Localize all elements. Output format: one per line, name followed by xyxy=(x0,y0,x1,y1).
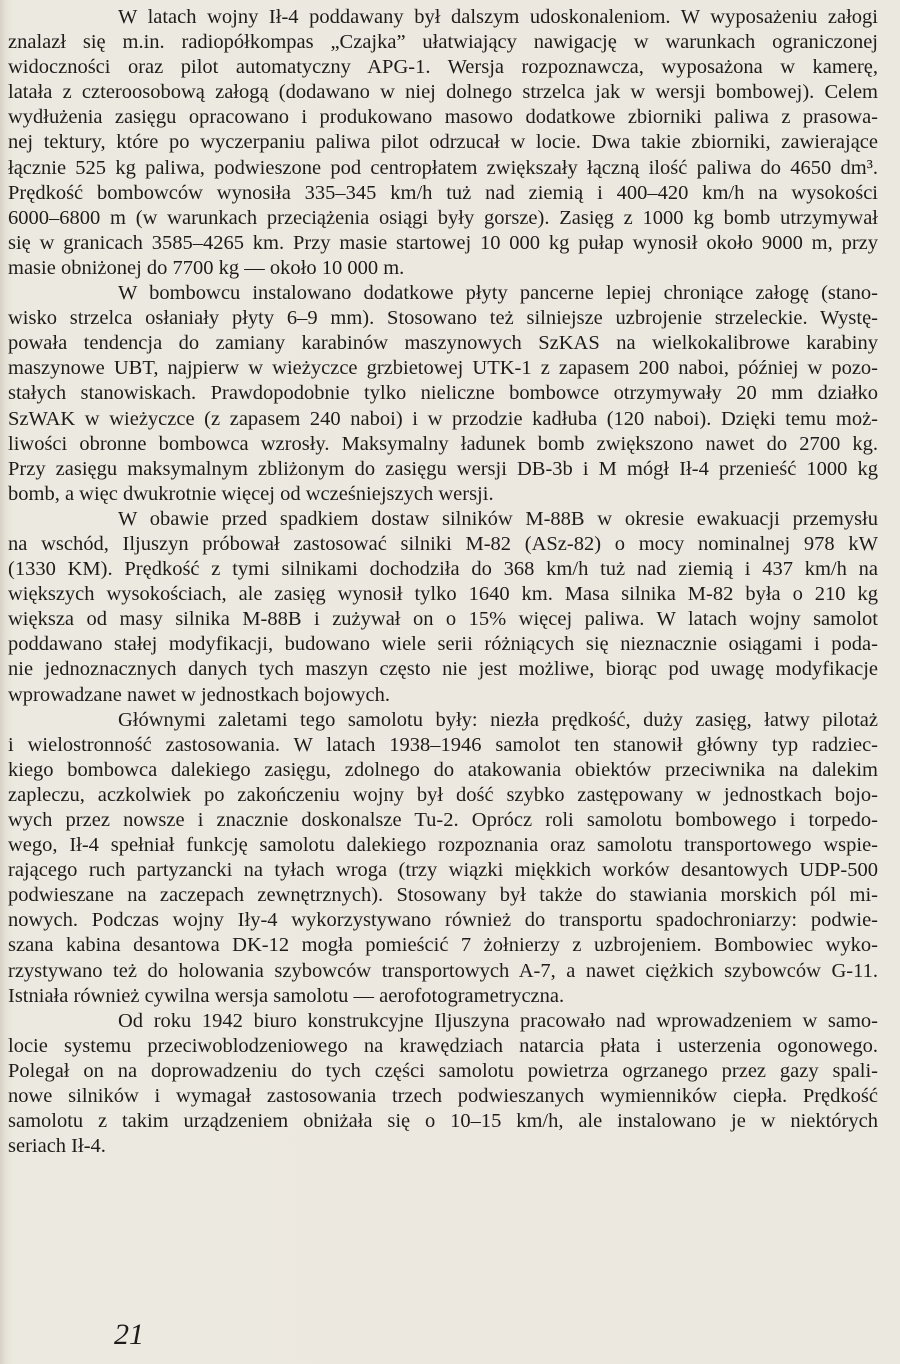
text-line: rzystywano też do holowania szybowców transportowych A-7, a nawet ciężkich szybowców G-11. xyxy=(8,959,878,982)
text-line: nie jednoznacznych danych tych maszyn często nie jest możliwe, biorąc pod uwagę modyfikacje xyxy=(8,658,878,681)
paragraph-4 xyxy=(0,708,878,1009)
text-line: nowych. Podczas wojny Iły-4 wykorzystywano również do transportu spadochroniarzy: podwie- xyxy=(8,909,878,932)
text-line: rającego ruch partyzancki na tyłach wroga (trzy wiązki miękkich worków desantowych UDP-500 xyxy=(8,859,878,882)
text-line: większa od masy silnika M-88B i zużywał on o 15% więcej paliwa. W latach wojny samolot xyxy=(8,608,878,631)
text-line: Przy zasięgu maksymalnym zbliżonym do zasięgu wersji DB-3b i M mógł Ił-4 przenieść 1000 kg xyxy=(8,457,878,480)
text-line: kiego bombowca dalekiego zasięgu, zdolnego do atakowania obiektów przeciwnika na dalekim xyxy=(8,758,878,781)
text-line: poddawano stałej modyfikacji, budowano wiele serii różniących się nieznacznie osiągami i poda- xyxy=(8,633,878,656)
text-line: stałych stanowiskach. Prawdopodobnie tylko nieliczne bombowce otrzymywały 20 mm działko xyxy=(8,382,878,405)
text-line: łącznie 525 kg paliwa, podwieszone pod centropłatem zwiększały łączną ilość paliwa do 4650 dm³. xyxy=(8,156,878,179)
text-line: Polegał on na doprowadzeniu do tych części samolotu powietrza ogrzanego przez gazy spali- xyxy=(8,1059,878,1082)
text-line: podwieszane na zaczepach zewnętrznych). Stosowany był także do stawiania morskich pól mi- xyxy=(8,884,878,907)
text-line: (1330 KM). Prędkość z tymi silnikami dochodziła do 368 km/h tuż nad ziemią i 437 km/h na xyxy=(8,558,878,581)
text-line: locie systemu przeciwoblodzeniowego na krawędziach natarcia płata i usterzenia ogonowego. xyxy=(8,1034,878,1057)
text-line: samolotu z takim urządzeniem obniżała się o 10–15 km/h, ale instalowano je w niektórych xyxy=(8,1110,878,1133)
paragraph-3 xyxy=(0,507,878,708)
body-text xyxy=(0,5,878,1159)
text-line: się w granicach 3585–4265 km. Przy masie startowej 10 000 kg pułap wynosił około 9000 m, przy xyxy=(8,231,878,254)
text-line: maszynowe UBT, najpierw w wieżyczce grzbietowej UTK-1 z zapasem 200 naboi, później w pozo- xyxy=(8,357,878,380)
text-line: powała tendencja do zamiany karabinów maszynowych SzKAS na wielkokalibrowe karabiny xyxy=(8,332,878,355)
text-line: widoczności oraz pilot automatyczny APG-1. Wersja rozpoznawcza, wyposażona w kamerę, xyxy=(8,56,878,79)
text-line: SzWAK w wieżyczce (z zapasem 240 naboi) i w przodzie kadłuba (120 naboi). Dzięki temu moż- xyxy=(8,407,878,430)
text-line: na wschód, Iljuszyn próbował zastosować silniki M-82 (ASz-82) o mocy nominalnej 978 kW xyxy=(8,532,878,555)
paragraph-2 xyxy=(0,281,878,507)
text-line: W obawie przed spadkiem dostaw silników M-88B w okresie ewakuacji przemysłu xyxy=(118,507,878,530)
text-line: Głównymi zaletami tego samolotu były: niezła prędkość, duży zasięg, łatwy pilotaż xyxy=(118,708,878,731)
text-line: zapleczu, aczkolwiek po zakończeniu wojny był dość szybko zastępowany w jednostkach bojo- xyxy=(8,783,878,806)
page-number: 21 xyxy=(114,1318,144,1351)
text-line: bomb, a więc dwukrotnie więcej od wcześniejszych wersji. xyxy=(8,482,494,505)
text-line: wego, Ił-4 spełniał funkcję samolotu dalekiego rozpoznania oraz samolotu transportowego wspie- xyxy=(8,834,878,857)
text-line: nowe silników i wymagał zastosowania trzech podwieszanych wymienników ciepła. Prędkość xyxy=(8,1085,878,1108)
text-line: W bombowcu instalowano dodatkowe płyty pancerne lepiej chroniące załogę (stano- xyxy=(118,282,878,305)
text-line: Od roku 1942 biuro konstrukcyjne Iljuszyna pracowało nad wprowadzeniem w samo- xyxy=(118,1009,878,1032)
text-line: Prędkość bombowców wynosiła 335–345 km/h tuż nad ziemią i 400–420 km/h na wysokości xyxy=(8,181,878,204)
text-line: większych wysokościach, ale zasięg wynosił tylko 1640 km. Masa silnika M-82 była o 210 kg xyxy=(8,583,878,606)
text-line: Istniała również cywilna wersja samolotu — aerofotogrametryczna. xyxy=(8,984,565,1007)
text-line: nej tektury, które po wyczerpaniu paliwa pilot odrzucał w locie. Dwa takie zbiorniki, zawierające xyxy=(8,131,878,154)
paragraph-1 xyxy=(0,5,878,281)
text-line: szana kabina desantowa DK-12 mogła pomieścić 7 żołnierzy z uzbrojeniem. Bombowiec wyko- xyxy=(8,934,878,957)
text-line: 6000–6800 m (w warunkach przeciążenia osiągi były gorsze). Zasięg z 1000 kg bomb utrzymywał xyxy=(8,206,878,229)
text-line: W latach wojny Ił-4 poddawany był dalszym udoskonaleniom. W wyposażeniu załogi xyxy=(118,6,878,28)
text-line: i wielostronność zastosowania. W latach 1938–1946 samolot ten stanowił główny typ radziec- xyxy=(8,733,878,756)
text-line: seriach Ił-4. xyxy=(8,1135,106,1158)
text-line: wisko strzelca osłaniały płyty 6–9 mm). Stosowano też silniejsze uzbrojenie strzeleckie. Wystę- xyxy=(8,307,878,330)
text-line: masie obniżonej do 7700 kg — około 10 000 m. xyxy=(8,256,405,279)
text-line: latała z czteroosobową załogą (dodawano w niej dolnego strzelca jak w wersji bombowej). Celem xyxy=(8,81,878,104)
text-line: wprowadzane nawet w jednostkach bojowych. xyxy=(8,683,390,706)
text-line: znalazł się m.in. radiopółkompas „Czajka” ułatwiający nawigację w warunkach ograniczonej xyxy=(8,31,878,54)
paragraph-5 xyxy=(0,1009,878,1160)
text-line: liwości obronne bombowca wzrosły. Maksymalny ładunek bomb zwiększono nawet do 2700 kg. xyxy=(8,432,878,455)
text-line: wydłużenia zasięgu opracowano i produkowano masowo dodatkowe zbiorniki paliwa z prasowa- xyxy=(8,106,878,129)
text-line: wych przez nowsze i znacznie doskonalsze Tu-2. Oprócz roli samolotu bombowego i torpedo- xyxy=(8,809,878,831)
